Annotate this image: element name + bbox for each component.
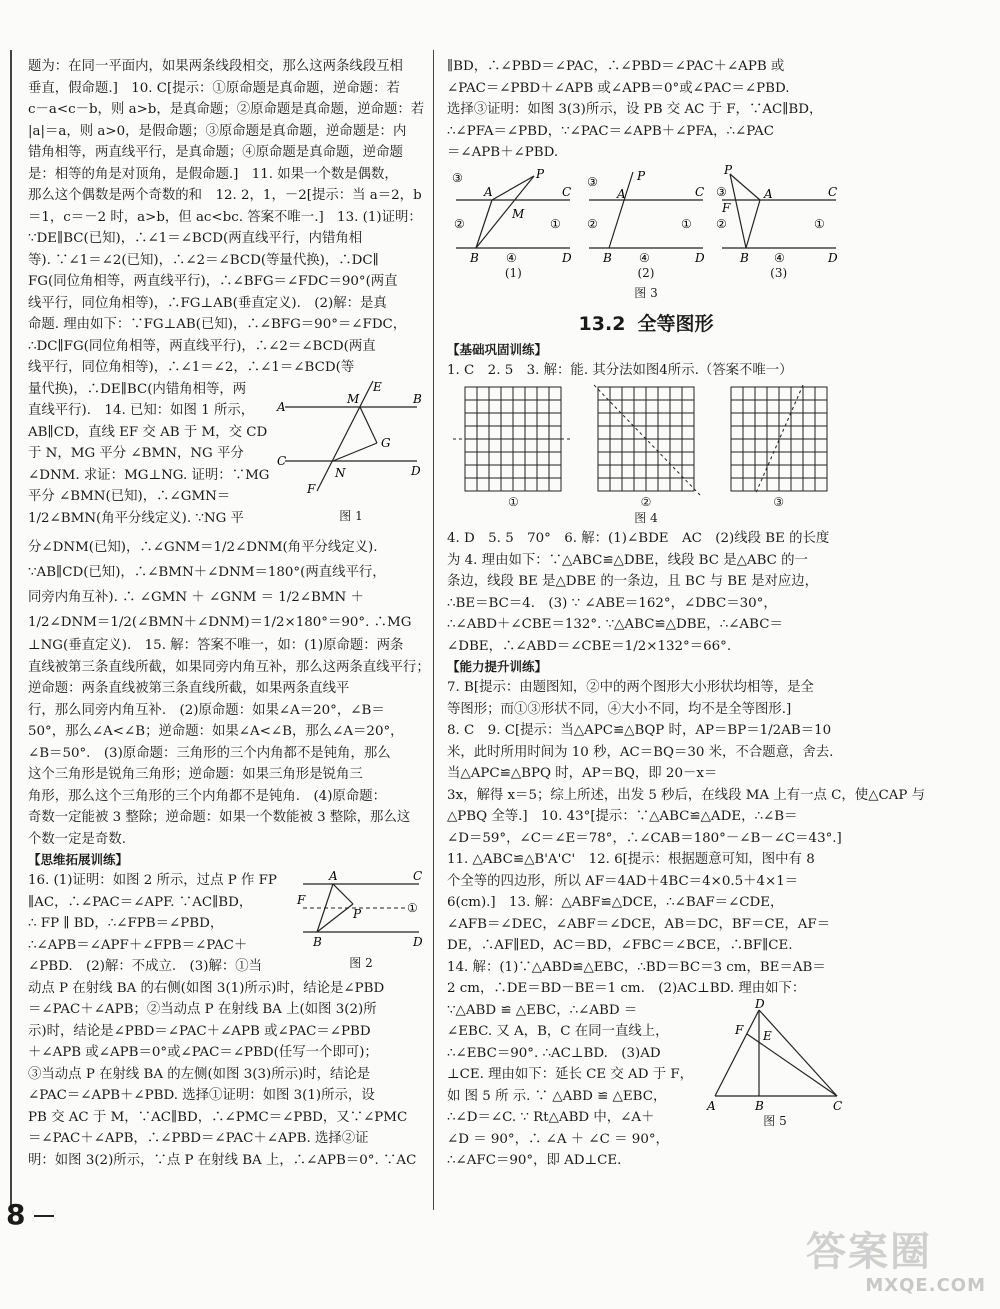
text-line: △PBQ 全等.] 10. 43°[提示：∵△ABC≌△ADE，∴∠B＝ [447,809,798,824]
left-text-block-c [28,535,430,850]
label-region-1: ① [680,216,692,231]
text-line: FG(同位角相等，两直线平行)，∴∠BFG＝∠FDC＝90°(两直 [28,274,398,289]
text-line: 题为：在同一平面内，如果两条线段相交，那么这两条线段互相 [28,59,403,74]
figure-4-row [447,385,845,509]
text-line: ⊥NG(垂直定义). 15. 解：答案不唯一，如：(1)原命题：两条 [28,638,404,653]
text-line: ⊥CE. 理由如下：延长 CE 交 AD 于 F， [447,1067,694,1082]
grid-3 [731,387,827,491]
left-text-block-d-with-figure2 [28,870,425,978]
label-b: B [755,1098,764,1113]
column-divider [433,50,434,1210]
text-line: ＝∠PAC＋∠APB，∴∠PBD＝∠PAC＋∠APB. 选择②证 [28,1131,369,1146]
text-line: 米，此时所用时间为 10 秒，AC＝BQ＝30 米，不合题意，舍去. [447,744,834,760]
text-line: 8. C 9. C[提示：当△APC≌△BQP 时，AP＝BP＝1/2AB＝10 [447,723,832,738]
text-line: 1/2∠BMN(角平分线定义). ∵NG 平 [28,510,244,526]
text-line: 直线平行). 14. 已知：如图 1 所示， [28,403,255,418]
watermark-url: MXQE.COM [865,1275,986,1296]
segment-mg [360,407,377,443]
text-line: ＝1，c＝－2 时，a>b，但 ac<bc. 答案不唯一.] 13. (1)证明： [28,209,422,225]
figure-4-sub1-caption: ① [507,495,519,509]
text-line: 那么这个偶数是两个奇数的和 12. 2，1，－2[提示：当 a＝2，b [28,188,422,203]
label-d: D [694,250,705,265]
text-line: ∠PAC＝∠PBD＋∠APB 或∠APB＝0°或∠PAC＝∠PBD. [447,80,790,96]
figure-1 [277,379,425,524]
label-f: F [297,893,306,907]
text-line: 同旁内角互补). ∴ ∠GMN ＋ ∠GNM ＝ 1/2∠BMN ＋ [28,590,364,605]
text-line: AB∥CD，直线 EF 交 AB 于 M，交 CD [28,424,268,440]
label-region-1: ① [407,901,418,915]
label-c: C [694,184,705,199]
text-line: DE，∴AF∥ED，AC＝BD，∠FBC＝∠BCE，∴BF∥CE. [447,938,793,953]
text-line: 命题. 理由如下：∵FG⊥AB(已知)，∴∠BFG＝90°＝∠FDC， [28,317,407,332]
text-line: ∥AC，∴∠PAC＝∠APF. ∵AC∥BD， [28,894,253,910]
right-text-block-d [447,677,926,1000]
text-line: 如 图 5 所 示. ∵ △ABD ≌ △EBC， [447,1088,667,1104]
label-region-3: ③ [452,170,464,185]
label-p: P [636,168,646,183]
label-p: P [536,166,545,181]
figure-3-sub2-caption: (2) [637,265,655,280]
label-b: B [413,391,422,406]
figure-4-sub2 [586,385,706,509]
text-line: 这个三角形是锐角三角形；逆命题：如果三角形是锐角三 [28,767,363,782]
figure-3-sub3-caption: (3) [770,265,788,280]
right-text-block-c [447,528,845,657]
label-d: D [755,996,765,1011]
text-line: c－a<c－b，则 a>b，是真命题；②原命题是真命题，逆命题：若 [28,102,425,117]
figure-3-sub3 [715,162,842,280]
segment-fc [747,1034,837,1096]
label-a: A [277,399,286,414]
text-line: ∴ FP ∥ BD，∴∠FPB＝∠PBD， [28,916,224,931]
label-f: F [735,1022,744,1037]
ray-ba [609,172,633,248]
text-line: 14. 解：(1)∵△ABD≌△EBC，∴BD＝BC＝3 cm，BE＝AB＝ [447,959,826,975]
figure-3-sub1 [450,168,576,280]
text-line: 线平行，同位角相等)，∴∠1＝∠2，∴∠1＝∠BCD(等 [28,360,355,375]
right-text-block-a [447,56,845,164]
figure-4-sub3 [719,385,839,509]
label-c: C [562,184,572,199]
text-line: 直线被第三条直线所截，如果同旁内角互补，那么这两条直线平行； [28,659,430,675]
text-line: ∠AFB＝∠DEC，∠ABF＝∠DCE，AB＝DC，BF＝CE，AF＝ [447,916,831,932]
text-line: 线平行，同位角相等)，∴FG⊥AB(垂直定义). (2)解：是真 [28,295,387,311]
label-b: B [313,935,322,949]
text-line: ＝∠APB＋∠PBD. [447,145,559,160]
label-c: C [833,1098,843,1113]
text-line: ∴∠PFA＝∠PBD，∵∠PAC＝∠APB＋∠PFA，∴∠PAC [447,123,774,139]
label-region-4: ④ [638,250,650,265]
label-m: M [512,206,525,221]
figure-4-sub2-caption: ② [640,495,652,509]
label-p: P [723,162,732,177]
label-c: C [413,869,423,883]
label-f: F [307,481,316,496]
text-line: 16. (1)证明：如图 2 所示，过点 P 作 FP [28,873,277,888]
figure-3-sub2-svg [583,168,709,266]
text-line: ∠DBE，∴∠ABD＝∠CBE＝1/2×132°＝66°. [447,638,732,654]
segment-ap [492,176,534,200]
text-line: 7. B[提示：由题图知，②中的两个图形大小形状均相等，是全 [447,680,814,695]
figure-3 [447,162,845,301]
section-title: 全等图形 [637,312,714,335]
figure-3-sub2 [583,168,709,280]
grid-2-svg [586,385,706,495]
text-line: 等图形；而①③形状不同，④大小不同，均不是全等图形.] [447,701,792,717]
label-region-2: ② [454,216,466,231]
left-text-block-a [28,56,425,379]
text-line: ∠PBD. (2)解：不成立. (3)解：①当 [28,959,263,974]
text-line: 1. C 2. 5 3. 解：能. 其分法如图4所示.（答案不唯一） [447,362,793,378]
text-line: 行，那么同旁内角互补. (2)原命题：如果∠A＝20°，∠B＝ [28,702,385,718]
label-d: D [827,250,838,265]
label-c: C [827,184,837,199]
figure-2 [297,870,425,971]
figure-4-caption: 图 4 [634,511,658,525]
label-f: F [721,200,730,215]
right-text-block-e-with-figure5 [447,996,845,1172]
label-b: B [470,250,480,265]
figure-2-caption: 图 2 [349,956,373,970]
figure-2-svg [297,870,425,954]
text-line: ∠D ＝ 90°，∴ ∠A ＋ ∠C ＝ 90°， [447,1131,669,1147]
figure-3-sub3-svg [715,162,842,266]
figure-5-svg [705,996,845,1113]
watermark [806,1229,986,1303]
text-line: ∵△ABD ≌ △EBC，∴∠ABD ＝ [447,1002,638,1018]
label-e: E [373,379,382,394]
text-line: ∴∠D＝∠C. ∵ Rt△ABD 中，∠A＋ [447,1110,655,1125]
left-text-block-e [28,978,425,1172]
section-heading [447,309,845,336]
label-n: N [335,465,346,480]
label-a: A [484,184,493,199]
text-line: 选择③证明：如图 3(3)所示，设 PB 交 AC 于 F，∵AC∥BD， [447,102,823,117]
text-line: 量代换)，∴DE∥BC(内错角相等，两 [28,381,247,397]
label-d: D [411,463,421,478]
label-region-3: ③ [586,174,598,189]
text-line: ∴∠ABD＋∠CBE＝132°. ∵△ABC≌△DBE，∴∠ABC＝ [447,617,783,632]
text-line: 6(cm).] 13. 解：△ABF≌△DCE，∴∠BAF＝∠CDE， [447,895,784,910]
text-line: ③当动点 P 在射线 BA 的左侧(如图 3(3)所示)时，结论是 [28,1066,371,1082]
section-number: 13.2 [578,312,626,335]
figure-4-sub3-caption: ③ [773,495,785,509]
label-m: M [347,391,360,406]
figure-5-caption: 图 5 [763,1113,787,1128]
text-line: 是：相等的角是对顶角，是假命题.] 11. 如果一个数是偶数， [28,166,398,182]
text-line: 11. △ABC≌△B'A'C' 12. 6[提示：根据题意可知，图中有 8 [447,852,815,867]
text-line: 3x，解得 x＝5；综上所述，出发 5 秒后，在线段 MA 上有一点 C，使△CAP 与 [447,787,926,803]
text-line: 个全等的四边形，所以 AF＝4AD＋4BC＝4×0.5＋4×1＝ [447,873,799,889]
segment-ab [476,200,492,248]
figure-3-row [447,162,845,280]
label-d: D [562,250,572,265]
section-tag-thinking: 【思维拓展训练】 [28,852,129,867]
text-line: 1/2∠DNM＝1/2(∠BMN＋∠DNM)＝1/2×180°＝90°. ∴MG [28,615,412,630]
label-a: A [763,186,773,201]
label-g: G [381,435,391,450]
text-line: 逆命题：两条直线被第三条直线所截，如果两条直线平 [28,681,350,696]
label-region-2: ② [586,216,598,231]
segment-dc [759,1010,837,1096]
text-line: ∠DNM. 求证：MG⊥NG. 证明：∵MG [28,467,270,483]
figure-4 [447,385,845,526]
text-line: 错角相等，两直线平行，是真命题；④原命题是真命题，逆命题 [28,145,403,160]
text-line: 等). ∵∠1＝∠2(已知)，∴∠2＝∠BCD(等量代换)，∴DC∥ [28,252,379,268]
label-b: B [602,250,612,265]
text-line: 个数一定是奇数. [28,831,126,847]
label-p: P [353,907,362,921]
left-text-block-b-with-figure1 [28,379,425,530]
text-line: ∠B＝50°. (3)原命题：三角形的三个内角都不是钝角，那么 [28,745,391,761]
text-line: ∵DE∥BC(已知)，∴∠1＝∠BCD(两直线平行，内错角相 [28,231,363,246]
figure-3-caption: 图 3 [634,285,658,300]
grid-1-svg [453,385,573,495]
text-line: 平分 ∠BMN(已知)，∴∠GMN＝ [28,489,231,504]
figure-5 [705,996,845,1129]
text-line: ＝∠PAC＋∠APB；②当动点 P 在射线 BA 上(如图 3(2)所 [28,1002,377,1017]
label-region-1: ① [550,216,562,231]
text-line: 2 cm，∴DE＝BD－BE＝1 cm. (2)AC⊥BD. 理由如下： [447,981,806,996]
figure-3-sub1-caption: (1) [504,265,522,280]
figure-1-svg [277,379,425,507]
text-line: 明：如图 3(2)所示，∵点 P 在射线 BA 上，∴∠APB＝0°. ∵AC [28,1152,417,1168]
text-line: 动点 P 在射线 BA 的右侧(如图 3(1)所示)时，结论是∠PBD [28,980,385,996]
text-line: 条边，线段 BE 是△DBE 的一条边，且 BC 与 BE 是对应边， [447,574,819,589]
label-region-4: ④ [773,250,785,265]
figure-3-sub1-svg [450,168,576,266]
label-region-2: ② [715,216,727,231]
text-line: ∴BE＝BC＝4. (3) ∵ ∠ABE＝162°，∠DBC＝30°， [447,595,777,611]
page-number-dash [34,1215,54,1217]
right-column [447,56,926,1172]
segment-ab [746,200,760,248]
section-tag-ability: 【能力提升训练】 [447,659,548,674]
label-c: C [277,453,287,468]
label-e: E [763,1028,772,1043]
text-line: ∴∠AFC＝90°，即 AD⊥CE. [447,1153,622,1168]
figure-1-caption: 图 1 [339,508,363,523]
text-line: ∵AB∥CD(已知)，∴∠BMN＋∠DNM＝180°(两直线平行， [28,565,386,580]
text-line: 当△APC≌△BPQ 时，AP＝BQ，即 20－x＝ [447,766,718,781]
label-a: A [616,186,626,201]
section-tag-basic: 【基础巩固训练】 [447,341,548,357]
label-b: B [739,250,749,265]
text-line: ∠EBC. 又 A，B，C 在同一直线上， [447,1024,669,1039]
text-line: ∠PAC＝∠APB＋∠PBD. 选择①证明：如图 3(1)所示，设 [28,1088,375,1103]
text-line: |a|＝a，则 a>0，是假命题；③原命题是真命题，逆命题是：内 [28,123,407,139]
left-column [28,56,430,1171]
text-line: ＋∠APB 或∠APB＝0°或∠PAC＝∠PBD(任写一个即可)； [28,1045,378,1060]
label-region-3: ③ [715,184,727,199]
label-region-4: ④ [506,250,518,265]
watermark-logo-text: 答案圈 [806,1229,932,1275]
text-line: 垂直，假命题.] 10. C[提示：①原命题是真命题，逆命题：若 [28,80,400,96]
text-line: 奇数一定能被 3 整除；逆命题：如果一个数能被 3 整除，那么这 [28,810,411,825]
text-line: 为 4. 理由如下：∵△ABC≌△DBE，线段 BC 是△ABC 的一 [447,552,808,568]
label-a: A [329,869,338,883]
label-d: D [413,935,423,949]
segment-ap [333,884,353,904]
grid-3-svg [719,385,839,495]
text-line: ∴DC∥FG(同位角相等，两直线平行)，∴∠2＝∠BCD(两直 [28,338,376,354]
text-line: ∠D＝59°，∠C＝∠E＝78°，∴∠CAB＝180°－∠B－∠C＝43°.] [447,830,842,846]
label-region-1: ① [813,216,825,231]
text-line: 示)时，结论是∠PBD＝∠PAC＋∠APB 或∠PAC＝∠PBD [28,1023,371,1039]
text-line: 4. D 5. 5 70° 6. 解：(1)∠BDE AC (2)线段 BE 的长度 [447,531,830,546]
text-line: 50°，那么∠A<∠B；逆命题：如果∠A<∠B，那么∠A＝20°， [28,724,404,739]
label-a: A [707,1098,716,1113]
text-line: ∥BD，∴∠PBD＝∠PAC，∴∠PBD＝∠PAC＋∠APB 或 [447,59,785,74]
text-line: ∴∠EBC＝90°. ∴AC⊥BD. (3)AD [447,1045,661,1061]
text-line: PB 交 AC 于 M，∵AC∥BD，∴∠PMC＝∠PBD，又∵∠PMC [28,1109,408,1125]
text-line: ∴∠APB＝∠APF＋∠FPB＝∠PAC＋ [28,937,248,953]
left-margin-rule [10,50,12,1205]
text-line: 分∠DNM(已知)，∴∠GNM＝1/2∠DNM(角平分线定义). [28,540,378,555]
figure-4-sub1 [453,385,573,509]
text-line: 于 N，MG 平分 ∠BMN，NG 平分 [28,446,244,461]
text-line: 角形，那么这个三角形的三个内角都不是钝角. (4)原命题： [28,788,386,804]
page-number: 8 [6,1198,26,1231]
